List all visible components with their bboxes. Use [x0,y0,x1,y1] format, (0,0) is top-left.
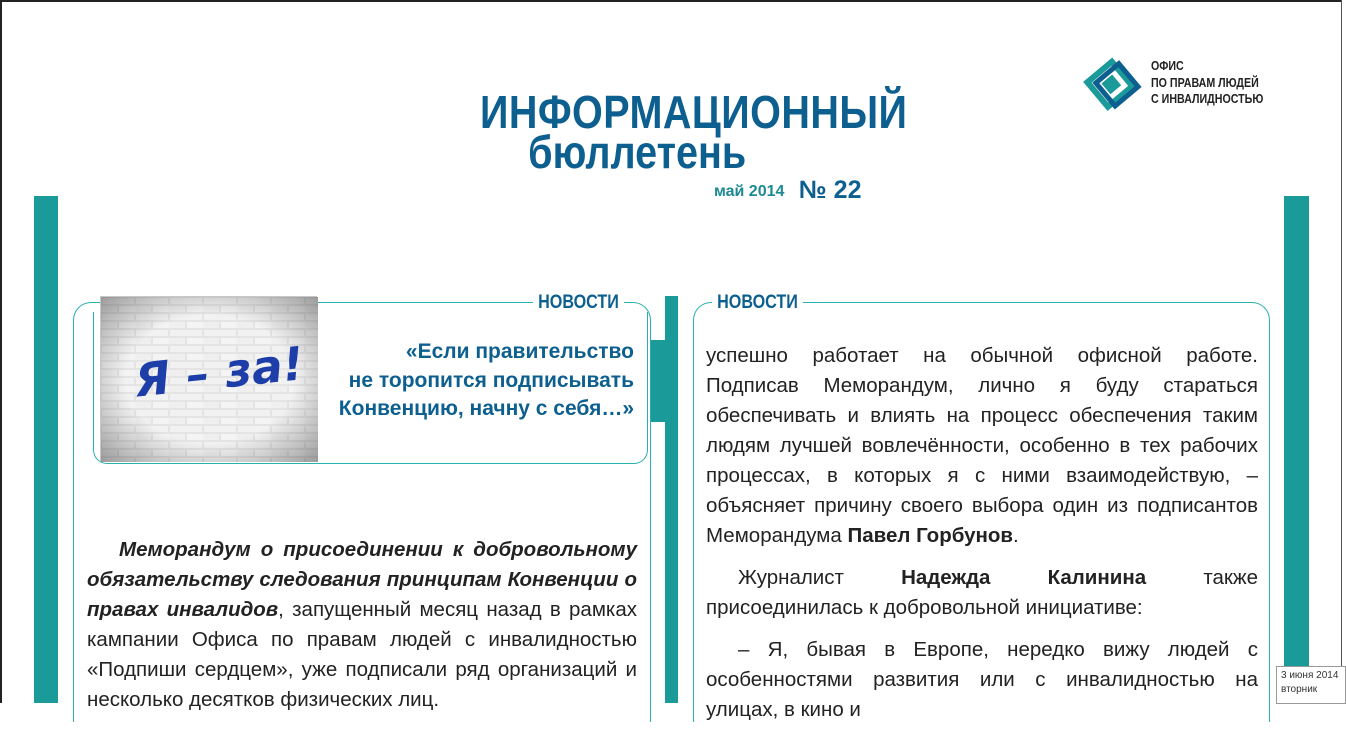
right-paragraph-1-end: . [1013,524,1019,547]
left-paragraph-1-rest: , запущенный месяц назад в рамках кампании Офиса по правам людей с инвалидностью «Подпиши сердцем», уже подписали ряд организаций и несколько десятков физических лиц. [87,598,638,711]
issue-number: № 22 [798,176,862,204]
memorandum-title: Меморандум о присоединении к добровольному обязательству следования принципам Конвенции о правах инвалидов [87,538,637,621]
news-tag-left: НОВОСТИ [533,292,624,314]
right-paragraph-1 [706,341,1258,551]
column-divider-block [650,340,665,422]
right-article-text [706,341,1258,737]
quote-line-1: «Если правительство [405,340,634,363]
left-article-text [87,535,637,727]
right-decorative-bar [1284,196,1309,703]
journalist-name: Надежда Калинина [901,566,1147,589]
left-decorative-bar [34,196,58,703]
stamp-date: 3 июня 2014 [1281,670,1339,681]
right-paragraph-2-start: Журналист [738,566,902,589]
page-border-left [0,0,2,703]
right-paragraph-2-end: также присоединилась к добровольной инициативе: [706,566,1258,619]
signatory-name: Павел Горбунов [847,524,1014,547]
right-paragraph-1-start: успешно работает на обычной офисной работе. Подписав Меморандум, лично я буду стараться обеспечивать и влиять на процесс обеспечения таким людям лучшей вовлечённости, особенно в тех рабочих процессах, в которых я с ними взаимодействую, – объясняет причину своего выбора один из подписантов Меморандума [706,344,1258,547]
quote-line-3: Конвенцию, начну с себя…» [338,397,634,420]
right-paragraph-2 [706,563,1258,623]
date-stamp [1276,666,1346,704]
office-logo-text [1151,58,1263,108]
stamp-weekday: вторник [1281,684,1318,695]
page-border-top [0,0,1342,2]
brick-wall-photo [100,296,317,461]
right-paragraph-3: – Я, бывая в Европе, нередко вижу людей с особенностями развития или с инвалидностью на улицах, в кино и [706,638,1258,721]
pull-quote [322,338,634,424]
office-logo-icon [1082,56,1146,116]
title-line-2: бюллетень [528,126,747,178]
logo-line-1: ОФИС [1151,58,1184,73]
issue-date: май 2014 [714,183,785,200]
column-divider-bar [665,296,678,703]
logo-line-2: ПО ПРАВАМ ЛЮДЕЙ [1151,74,1259,90]
page-border-right [1341,0,1342,703]
left-paragraph-1 [87,535,637,715]
newsletter-title [480,86,908,178]
issue-info [714,176,861,205]
photo-slogan: Я – за! [132,336,307,408]
quote-line-2: не торопится подписывать [348,368,634,392]
title-line-1: ИНФОРМАЦИОННЫЙ [480,86,908,138]
news-tag-right: НОВОСТИ [712,292,803,314]
logo-line-3: С ИНВАЛИДНОСТЬЮ [1151,91,1264,106]
